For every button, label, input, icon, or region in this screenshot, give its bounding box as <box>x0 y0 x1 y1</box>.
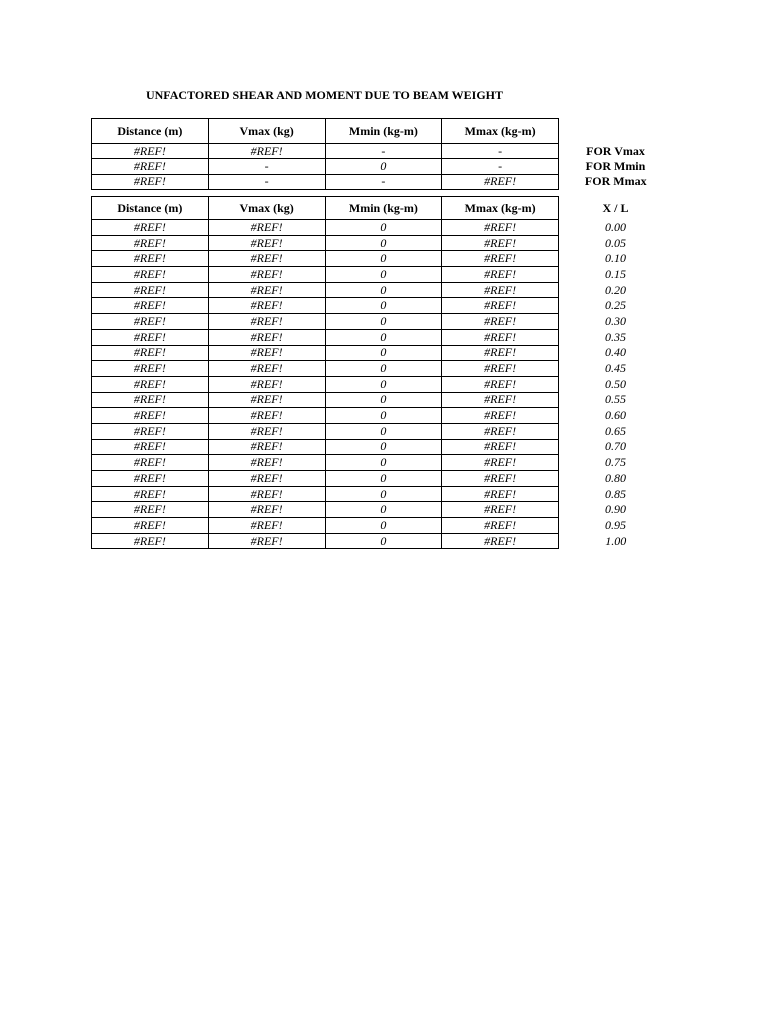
mmax-cell: #REF! <box>442 282 559 298</box>
distance-cell: #REF! <box>92 518 209 534</box>
distance-cell: #REF! <box>92 298 209 314</box>
mmax-cell: #REF! <box>442 518 559 534</box>
vmax-cell: #REF! <box>208 314 325 330</box>
table-row <box>92 144 673 159</box>
mmax-cell: #REF! <box>442 471 559 487</box>
mmax-cell: #REF! <box>442 439 559 455</box>
x-over-l-cell: 0.70 <box>605 439 626 454</box>
header-x-over-l: X / L <box>602 200 629 215</box>
table-row <box>92 518 673 534</box>
vmax-cell: #REF! <box>208 408 325 424</box>
mmin-cell: 0 <box>325 486 442 502</box>
vmax-cell: #REF! <box>208 376 325 392</box>
mmax-cell: #REF! <box>442 376 559 392</box>
x-over-l-cell: 0.80 <box>605 470 626 485</box>
table-row <box>92 235 673 251</box>
distance-cell: #REF! <box>92 533 209 549</box>
mmax-cell: #REF! <box>442 392 559 408</box>
mmax-cell: #REF! <box>442 298 559 314</box>
mmax-cell: #REF! <box>442 220 559 236</box>
vmax-cell: #REF! <box>208 518 325 534</box>
vmax-cell: - <box>208 174 325 189</box>
mmin-cell: 0 <box>325 361 442 377</box>
mmax-cell: #REF! <box>442 267 559 283</box>
table-row <box>92 314 673 330</box>
mmin-cell: 0 <box>325 471 442 487</box>
distance-cell: #REF! <box>92 502 209 518</box>
mmax-cell: - <box>442 144 559 159</box>
mmin-cell: 0 <box>325 408 442 424</box>
distance-cell: #REF! <box>92 220 209 236</box>
vmax-cell: #REF! <box>208 439 325 455</box>
table-row <box>92 267 673 283</box>
x-over-l-cell: 0.15 <box>605 266 626 281</box>
distance-cell: #REF! <box>92 439 209 455</box>
mmax-cell: - <box>442 159 559 174</box>
mmax-cell: #REF! <box>442 235 559 251</box>
mmax-cell: #REF! <box>442 408 559 424</box>
mmin-cell: 0 <box>325 159 442 174</box>
mmax-cell: #REF! <box>442 502 559 518</box>
header-distance: Distance (m) <box>92 197 209 220</box>
distance-cell: #REF! <box>92 144 209 159</box>
distance-cell: #REF! <box>92 314 209 330</box>
distance-cell: #REF! <box>92 423 209 439</box>
x-over-l-cell: 0.50 <box>605 376 626 391</box>
x-over-l-cell: 0.75 <box>605 455 626 470</box>
distance-cell: #REF! <box>92 376 209 392</box>
mmax-cell: #REF! <box>442 533 559 549</box>
header-row <box>92 197 673 220</box>
table-row <box>92 439 673 455</box>
mmax-cell: #REF! <box>442 314 559 330</box>
x-over-l-cell: 0.10 <box>605 251 626 266</box>
mmin-cell: 0 <box>325 376 442 392</box>
vmax-cell: #REF! <box>208 471 325 487</box>
x-over-l-cell: 0.90 <box>605 502 626 517</box>
mmin-cell: - <box>325 174 442 189</box>
header-distance: Distance (m) <box>92 119 209 144</box>
mmin-cell: 0 <box>325 502 442 518</box>
distance-cell: #REF! <box>92 174 209 189</box>
mmax-cell: #REF! <box>442 251 559 267</box>
table-row <box>92 345 673 361</box>
table-row <box>92 174 673 189</box>
table-row <box>92 298 673 314</box>
vmax-cell: #REF! <box>208 345 325 361</box>
mmin-cell: 0 <box>325 392 442 408</box>
mmin-cell: 0 <box>325 533 442 549</box>
mmin-cell: 0 <box>325 267 442 283</box>
header-mmin: Mmin (kg-m) <box>325 197 442 220</box>
header-vmax: Vmax (kg) <box>208 119 325 144</box>
mmin-cell: 0 <box>325 423 442 439</box>
header-mmin: Mmin (kg-m) <box>325 119 442 144</box>
x-over-l-cell: 0.40 <box>605 345 626 360</box>
table-row <box>92 376 673 392</box>
x-over-l-cell: 0.05 <box>605 235 626 250</box>
vmax-cell: #REF! <box>208 502 325 518</box>
distance-cell: #REF! <box>92 282 209 298</box>
mmin-cell: 0 <box>325 314 442 330</box>
vmax-cell: #REF! <box>208 423 325 439</box>
mmax-cell: #REF! <box>442 455 559 471</box>
distance-cell: #REF! <box>92 159 209 174</box>
header-vmax: Vmax (kg) <box>208 197 325 220</box>
x-over-l-cell: 0.25 <box>605 298 626 313</box>
distance-cell: #REF! <box>92 235 209 251</box>
table-row <box>92 502 673 518</box>
distance-cell: #REF! <box>92 471 209 487</box>
x-over-l-cell: 0.35 <box>605 329 626 344</box>
table-row <box>92 408 673 424</box>
distance-cell: #REF! <box>92 267 209 283</box>
x-over-l-cell: 0.95 <box>605 517 626 532</box>
vmax-cell: #REF! <box>208 144 325 159</box>
vmax-cell: #REF! <box>208 220 325 236</box>
distance-cell: #REF! <box>92 251 209 267</box>
table-row <box>92 251 673 267</box>
vmax-cell: #REF! <box>208 282 325 298</box>
row-label: FOR Vmax <box>586 143 645 158</box>
distance-cell: #REF! <box>92 455 209 471</box>
vmax-cell: #REF! <box>208 533 325 549</box>
table-row <box>92 159 673 174</box>
x-over-l-cell: 0.30 <box>605 313 626 328</box>
x-over-l-cell: 0.55 <box>605 392 626 407</box>
page-title: UNFACTORED SHEAR AND MOMENT DUE TO BEAM WEIGHT <box>145 88 504 102</box>
x-over-l-cell: 0.85 <box>605 486 626 501</box>
mmax-cell: #REF! <box>442 329 559 345</box>
x-over-l-cell: 0.20 <box>605 282 626 297</box>
distance-cell: #REF! <box>92 408 209 424</box>
header-mmax: Mmax (kg-m) <box>442 197 559 220</box>
mmax-cell: #REF! <box>442 423 559 439</box>
mmin-cell: - <box>325 144 442 159</box>
distance-cell: #REF! <box>92 329 209 345</box>
mmin-cell: 0 <box>325 455 442 471</box>
table-row <box>92 361 673 377</box>
x-over-l-cell: 0.00 <box>605 219 626 234</box>
mmax-cell: #REF! <box>442 361 559 377</box>
mmin-cell: 0 <box>325 518 442 534</box>
vmax-cell: #REF! <box>208 298 325 314</box>
mmin-cell: 0 <box>325 220 442 236</box>
distance-cell: #REF! <box>92 345 209 361</box>
mmin-cell: 0 <box>325 282 442 298</box>
vmax-cell: #REF! <box>208 251 325 267</box>
table-row <box>92 282 673 298</box>
vmax-cell: #REF! <box>208 486 325 502</box>
mmin-cell: 0 <box>325 439 442 455</box>
x-over-l-cell: 0.65 <box>605 423 626 438</box>
mmin-cell: 0 <box>325 251 442 267</box>
x-over-l-cell: 1.00 <box>605 533 627 548</box>
row-label: FOR Mmin <box>585 158 646 173</box>
header-spacer <box>559 119 673 144</box>
mmax-cell: #REF! <box>442 174 559 189</box>
distance-cell: #REF! <box>92 392 209 408</box>
distance-cell: #REF! <box>92 486 209 502</box>
distance-cell: #REF! <box>92 361 209 377</box>
table-row <box>92 455 673 471</box>
mmin-cell: 0 <box>325 329 442 345</box>
table-row <box>92 533 673 549</box>
x-over-l-cell: 0.60 <box>605 408 626 423</box>
table-row <box>92 471 673 487</box>
header-row <box>92 119 673 144</box>
summary-table <box>91 118 673 190</box>
mmin-cell: 0 <box>325 298 442 314</box>
mmin-cell: 0 <box>325 235 442 251</box>
vmax-cell: #REF! <box>208 361 325 377</box>
table-row <box>92 423 673 439</box>
vmax-cell: #REF! <box>208 267 325 283</box>
table-row <box>92 486 673 502</box>
header-mmax: Mmax (kg-m) <box>442 119 559 144</box>
vmax-cell: #REF! <box>208 455 325 471</box>
vmax-cell: - <box>208 159 325 174</box>
table-row <box>92 220 673 236</box>
mmax-cell: #REF! <box>442 486 559 502</box>
vmax-cell: #REF! <box>208 329 325 345</box>
table-row <box>92 329 673 345</box>
mmin-cell: 0 <box>325 345 442 361</box>
x-over-l-cell: 0.45 <box>605 361 626 376</box>
table-row <box>92 392 673 408</box>
mmax-cell: #REF! <box>442 345 559 361</box>
vmax-cell: #REF! <box>208 235 325 251</box>
detail-table <box>91 196 673 549</box>
row-label: FOR Mmax <box>584 174 647 189</box>
vmax-cell: #REF! <box>208 392 325 408</box>
